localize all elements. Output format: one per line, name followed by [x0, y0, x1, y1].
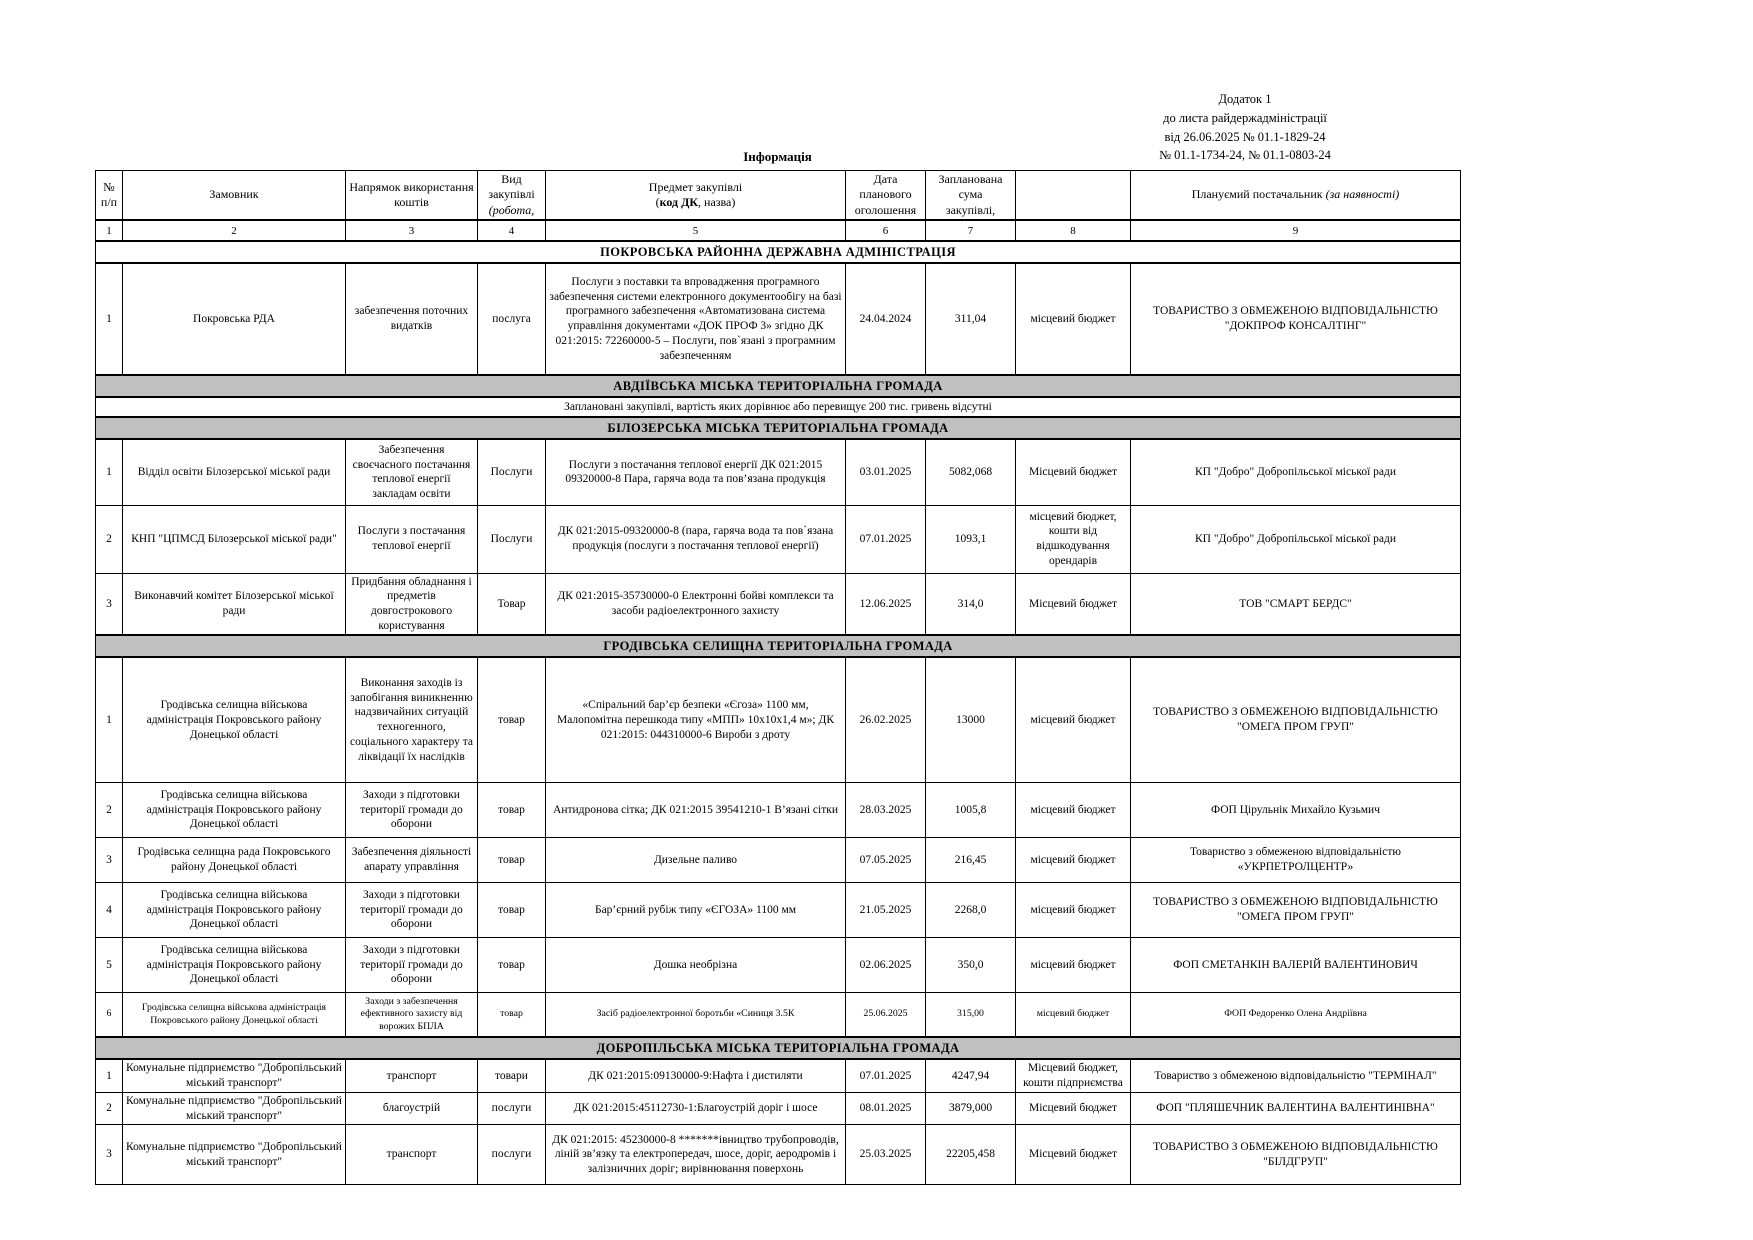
cell-sum: 315,00: [926, 992, 1016, 1037]
cell-direction: Виконання заходів із запобігання виникненню надзвичайних ситуацій техногенного, соціального характеру та ліквідації їх наслідків: [346, 657, 478, 782]
col-header-subject: Предмет закупівлі (код ДК, назва): [546, 171, 846, 221]
annex-line: Додаток 1: [1218, 92, 1272, 106]
cell-budget: місцевий бюджет: [1016, 882, 1131, 937]
cell-subject: Антидронова сітка; ДК 021:2015 39541210-1 В’язані сітки: [546, 782, 846, 837]
column-number: 3: [346, 220, 478, 241]
column-number: 5: [546, 220, 846, 241]
cell-sum: 3879,000: [926, 1092, 1016, 1124]
cell-type: товар: [478, 937, 546, 992]
annex-line: до листа райдержадміністрації: [1163, 110, 1327, 125]
table-row: [96, 1092, 1461, 1124]
section-header-row: [96, 417, 1461, 439]
table-row: [96, 573, 1461, 635]
cell-date: 25.03.2025: [846, 1125, 926, 1185]
column-number: 6: [846, 220, 926, 241]
cell-subject: «Спіральний бар’єр безпеки «Єгоза» 1100 мм, Малопомітна перешкода типу «МПП» 10х10х1,4 м»; ДК 021:2015: 044310000-6 Вироби з дроту: [546, 657, 846, 782]
cell-supplier: Товариство з обмеженою відповідальністю "ТЕРМІНАЛ": [1131, 1059, 1461, 1092]
col-header-budget: [1016, 171, 1131, 221]
section-title: ПОКРОВСЬКА РАЙОННА ДЕРЖАВНА АДМІНІСТРАЦІЯ: [96, 241, 1461, 263]
cell-date: 07.01.2025: [846, 1059, 926, 1092]
cell-date: 02.06.2025: [846, 937, 926, 992]
cell-direction: Забезпечення своєчасного постачання теплової енергії закладам освіти: [346, 439, 478, 505]
cell-subject: Бар’єрний рубіж типу «ЄГОЗА» 1100 мм: [546, 882, 846, 937]
cell-type: товар: [478, 992, 546, 1037]
cell-type: Товар: [478, 573, 546, 635]
cell-supplier: КП "Добро" Добропільської міської ради: [1131, 505, 1461, 573]
cell-type: послуги: [478, 1092, 546, 1124]
cell-subject: ДК 021:2015: 45230000-8 *******івництво трубопроводів, ліній зв’язку та електропередач, шосе, доріг, аеродромів і залізничних доріг; вирівнювання поверхонь: [546, 1125, 846, 1185]
cell-sum: 4247,94: [926, 1059, 1016, 1092]
cell-type: товари: [478, 1059, 546, 1092]
cell-budget: місцевий бюджет: [1016, 992, 1131, 1037]
cell-direction: транспорт: [346, 1125, 478, 1185]
cell-direction: благоустрій: [346, 1092, 478, 1124]
cell-sum: 5082,068: [926, 439, 1016, 505]
section-note: Заплановані закупівлі, вартість яких дорівнює або перевищує 200 тис. гривень відсутні: [96, 397, 1461, 417]
column-number: 8: [1016, 220, 1131, 241]
cell-budget: місцевий бюджет: [1016, 263, 1131, 375]
cell-budget: Місцевий бюджет: [1016, 439, 1131, 505]
table-header-row: [96, 171, 1461, 221]
cell-date: 07.05.2025: [846, 837, 926, 882]
column-number: 2: [123, 220, 346, 241]
cell-direction: забезпечення поточних видатків: [346, 263, 478, 375]
col-header-direction: Напрямок використання коштів: [346, 171, 478, 221]
section-header-row: [96, 635, 1461, 657]
cell-supplier: ТОВАРИСТВО З ОБМЕЖЕНОЮ ВІДПОВІДАЛЬНІСТЮ "ОМЕГА ПРОМ ГРУП": [1131, 657, 1461, 782]
cell-num: 3: [96, 837, 123, 882]
column-number: 1: [96, 220, 123, 241]
annex-line: № 01.1-1734-24, № 01.1-0803-24: [1159, 148, 1331, 163]
cell-type: товар: [478, 782, 546, 837]
cell-direction: транспорт: [346, 1059, 478, 1092]
cell-sum: 216,45: [926, 837, 1016, 882]
cell-customer: Гродівська селищна рада Покровського району Донецької області: [123, 837, 346, 882]
table-row: [96, 992, 1461, 1037]
cell-customer: Гродівська селищна військова адміністрація Покровського району Донецької області: [123, 937, 346, 992]
cell-subject: Дошка необрізна: [546, 937, 846, 992]
cell-num: 3: [96, 1125, 123, 1185]
column-number: 9: [1131, 220, 1461, 241]
column-numbers-row: [96, 220, 1461, 241]
cell-direction: Заходи з підготовки території громади до оборони: [346, 782, 478, 837]
col-header-num: № п/п: [96, 171, 123, 221]
section-title: БІЛОЗЕРСЬКА МІСЬКА ТЕРИТОРІАЛЬНА ГРОМАДА: [96, 417, 1461, 439]
cell-customer: Комунальне підприємство "Добропільський міський транспорт": [123, 1059, 346, 1092]
table-row: [96, 782, 1461, 837]
cell-supplier: ФОП СМЕТАНКІН ВАЛЕРІЙ ВАЛЕНТИНОВИЧ: [1131, 937, 1461, 992]
cell-customer: Покровська РДА: [123, 263, 346, 375]
cell-num: 6: [96, 992, 123, 1037]
table-row: [96, 439, 1461, 505]
cell-budget: Місцевий бюджет: [1016, 573, 1131, 635]
cell-num: 1: [96, 439, 123, 505]
cell-date: 28.03.2025: [846, 782, 926, 837]
cell-subject: ДК 021:2015-09320000-8 (пара, гаряча вода та пов`язана продукція (послуги з постачання теплової енергії): [546, 505, 846, 573]
cell-sum: 1005,8: [926, 782, 1016, 837]
cell-type: товар: [478, 657, 546, 782]
col-header-customer: Замовник: [123, 171, 346, 221]
cell-date: 26.02.2025: [846, 657, 926, 782]
cell-num: 5: [96, 937, 123, 992]
cell-direction: Заходи з підготовки території громади до оборони: [346, 882, 478, 937]
col-header-supplier: Плануємий постачальник (за наявності): [1131, 171, 1461, 221]
cell-num: 1: [96, 263, 123, 375]
cell-subject: ДК 021:2015-35730000-0 Електронні бойві комплекси та засоби радіоелектронного захисту: [546, 573, 846, 635]
cell-direction: Забезпечення діяльності апарату управління: [346, 837, 478, 882]
cell-supplier: ТОВ "СМАРТ БЕРДС": [1131, 573, 1461, 635]
cell-sum: 13000: [926, 657, 1016, 782]
cell-date: 03.01.2025: [846, 439, 926, 505]
cell-budget: місцевий бюджет: [1016, 657, 1131, 782]
cell-budget: Місцевий бюджет: [1016, 1092, 1131, 1124]
cell-customer: Гродівська селищна військова адміністрація Покровського району Донецької області: [123, 992, 346, 1037]
section-header-row: [96, 241, 1461, 263]
table-row: [96, 505, 1461, 573]
cell-date: 21.05.2025: [846, 882, 926, 937]
cell-customer: Комунальне підприємство "Добропільський міський транспорт": [123, 1125, 346, 1185]
column-number: 7: [926, 220, 1016, 241]
cell-subject: Дизельне паливо: [546, 837, 846, 882]
cell-supplier: Товариство з обмеженою відповідальністю «УКРПЕТРОЛЦЕНТР»: [1131, 837, 1461, 882]
cell-type: послуга: [478, 263, 546, 375]
cell-num: 2: [96, 1092, 123, 1124]
cell-type: Послуги: [478, 439, 546, 505]
cell-type: товар: [478, 882, 546, 937]
cell-customer: Виконавчий комітет Білозерської міської ради: [123, 573, 346, 635]
col-header-date: Дата планового оголошення: [846, 171, 926, 221]
section-note-row: [96, 397, 1461, 417]
cell-supplier: ТОВАРИСТВО З ОБМЕЖЕНОЮ ВІДПОВІДАЛЬНІСТЮ "БІЛДГРУП": [1131, 1125, 1461, 1185]
section-title: ДОБРОПІЛЬСЬКА МІСЬКА ТЕРИТОРІАЛЬНА ГРОМАДА: [96, 1037, 1461, 1059]
cell-budget: місцевий бюджет: [1016, 937, 1131, 992]
cell-supplier: КП "Добро" Добропільської міської ради: [1131, 439, 1461, 505]
cell-budget: Місцевий бюджет, кошти підприємства: [1016, 1059, 1131, 1092]
cell-num: 1: [96, 1059, 123, 1092]
table-row: [96, 263, 1461, 375]
section-title: АВДІЇВСЬКА МІСЬКА ТЕРИТОРІАЛЬНА ГРОМАДА: [96, 375, 1461, 397]
section-header-row: [96, 1037, 1461, 1059]
section-header-row: [96, 375, 1461, 397]
cell-customer: Гродівська селищна військова адміністрація Покровського району Донецької області: [123, 882, 346, 937]
cell-direction: Послуги з постачання теплової енергії: [346, 505, 478, 573]
cell-budget: місцевий бюджет: [1016, 837, 1131, 882]
table-row: [96, 657, 1461, 782]
cell-type: товар: [478, 837, 546, 882]
cell-date: 24.04.2024: [846, 263, 926, 375]
cell-sum: 22205,458: [926, 1125, 1016, 1185]
cell-sum: 350,0: [926, 937, 1016, 992]
cell-budget: Місцевий бюджет: [1016, 1125, 1131, 1185]
cell-subject: ДК 021:2015:09130000-9:Нафта і дистиляти: [546, 1059, 846, 1092]
table-row: [96, 1059, 1461, 1092]
cell-direction: Придбання обладнання і предметів довгострокового користування: [346, 573, 478, 635]
cell-date: 08.01.2025: [846, 1092, 926, 1124]
cell-num: 4: [96, 882, 123, 937]
section-title: ГРОДІВСЬКА СЕЛИЩНА ТЕРИТОРІАЛЬНА ГРОМАДА: [96, 635, 1461, 657]
cell-sum: 1093,1: [926, 505, 1016, 573]
cell-subject: Послуги з поставки та впровадження програмного забезпечення системи електронного документообігу на базі програмного забезпечення «Автоматизована система управління документами «ДОК ПРОФ 3» згідно ДК 021:2015: 72260000-5 – Послуги, пов`язані з програмним забезпеченням: [546, 263, 846, 375]
cell-date: 25.06.2025: [846, 992, 926, 1037]
cell-supplier: ФОП "ПЛЯШЕЧНИК ВАЛЕНТИНА ВАЛЕНТИНІВНА": [1131, 1092, 1461, 1124]
col-header-type: Вид закупівлі (робота,: [478, 171, 546, 221]
cell-type: Послуги: [478, 505, 546, 573]
col-header-sum: Запланована сума закупівлі,: [926, 171, 1016, 221]
cell-sum: 311,04: [926, 263, 1016, 375]
cell-customer: Відділ освіти Білозерської міської ради: [123, 439, 346, 505]
cell-customer: КНП "ЦПМСД Білозерської міської ради": [123, 505, 346, 573]
column-number: 4: [478, 220, 546, 241]
cell-num: 2: [96, 505, 123, 573]
cell-direction: Заходи з забезпечення ефективного захисту від ворожих БПЛА: [346, 992, 478, 1037]
table-row: [96, 837, 1461, 882]
cell-subject: Послуги з постачання теплової енергії ДК 021:2015 09320000-8 Пара, гаряча вода та пов’язана продукція: [546, 439, 846, 505]
cell-date: 07.01.2025: [846, 505, 926, 573]
page-title: Інформація: [743, 149, 812, 164]
cell-date: 12.06.2025: [846, 573, 926, 635]
cell-supplier: ТОВАРИСТВО З ОБМЕЖЕНОЮ ВІДПОВІДАЛЬНІСТЮ "ДОКПРОФ КОНСАЛТІНГ": [1131, 263, 1461, 375]
cell-customer: Комунальне підприємство "Добропільський міський транспорт": [123, 1092, 346, 1124]
table-row: [96, 882, 1461, 937]
cell-sum: 314,0: [926, 573, 1016, 635]
table-row: [96, 937, 1461, 992]
cell-sum: 2268,0: [926, 882, 1016, 937]
annex-line: від 26.06.2025 № 01.1-1829-24: [1164, 129, 1326, 144]
cell-num: 2: [96, 782, 123, 837]
cell-supplier: ТОВАРИСТВО З ОБМЕЖЕНОЮ ВІДПОВІДАЛЬНІСТЮ "ОМЕГА ПРОМ ГРУП": [1131, 882, 1461, 937]
cell-direction: Заходи з підготовки території громади до оборони: [346, 937, 478, 992]
cell-supplier: ФОП Федоренко Олена Андріївна: [1131, 992, 1461, 1037]
cell-num: 3: [96, 573, 123, 635]
cell-subject: Засіб радіоелектронної боротьби «Синиця 3.5К: [546, 992, 846, 1037]
table-row: [96, 1125, 1461, 1185]
cell-budget: місцевий бюджет: [1016, 782, 1131, 837]
cell-customer: Гродівська селищна військова адміністрація Покровського району Донецької області: [123, 782, 346, 837]
cell-type: послуги: [478, 1125, 546, 1185]
cell-budget: місцевий бюджет, кошти від відшкодування орендарів: [1016, 505, 1131, 573]
procurement-table: [95, 170, 1461, 1185]
cell-customer: Гродівська селищна військова адміністрація Покровського району Донецької області: [123, 657, 346, 782]
cell-supplier: ФОП Цірульнік Михайло Кузьмич: [1131, 782, 1461, 837]
cell-num: 1: [96, 657, 123, 782]
cell-subject: ДК 021:2015:45112730-1:Благоустрій доріг і шосе: [546, 1092, 846, 1124]
